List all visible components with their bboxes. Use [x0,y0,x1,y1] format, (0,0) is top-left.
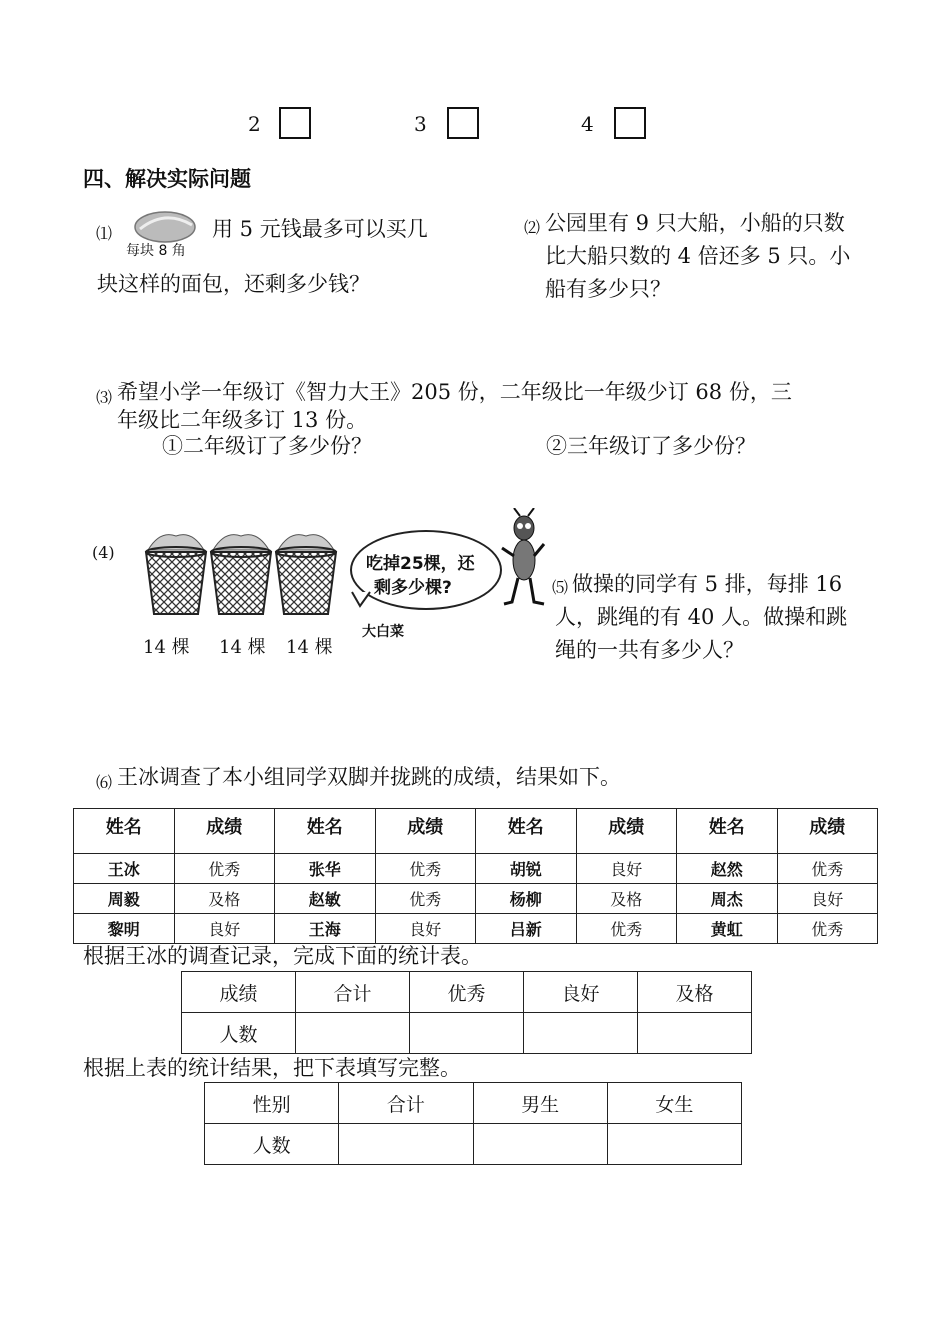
cabbage-baskets-icon [140,530,340,620]
box-label-3: 3 [414,112,427,136]
header-cell: 合计 [339,1083,473,1124]
blank-cell[interactable] [524,1013,638,1054]
student-name: 黄虹 [677,914,778,944]
student-grade: 及格 [576,884,677,914]
row-label: 人数 [182,1013,296,1054]
student-name: 周杰 [677,884,778,914]
grades-header-row [74,809,878,854]
student-name: 王冰 [74,854,175,884]
q5-line2: 人，跳绳的有 40 人。做操和跳 [555,605,848,629]
header-cell: 成绩 [777,809,878,854]
header-cell: 合计 [296,972,410,1013]
q3-number: ⑶ [96,388,113,407]
q2-line3: 船有多少只？ [545,277,671,301]
q5-line3: 绳的一共有多少人？ [555,638,744,662]
q5-number: ⑸ [552,578,569,597]
student-name: 胡锐 [476,854,577,884]
table-row [74,884,878,914]
answer-box-4[interactable] [614,107,646,139]
student-grade: 优秀 [777,914,878,944]
blank-cell[interactable] [638,1013,752,1054]
q3-line2: 年级比二年级多订 13 份。 [117,408,368,432]
q1-line2: 块这样的面包，还剩多少钱？ [97,272,370,296]
student-grade: 优秀 [375,854,476,884]
q2-line2: 比大船只数的 4 倍还多 5 只。小 [545,244,851,268]
q3-sub1: ①二年级订了多少份？ [162,434,372,458]
student-name: 杨柳 [476,884,577,914]
blank-cell[interactable] [607,1124,741,1165]
student-grade: 优秀 [576,914,677,944]
header-cell: 女生 [607,1083,741,1124]
blank-cell[interactable] [339,1124,473,1165]
student-name: 黎明 [74,914,175,944]
header-cell: 成绩 [576,809,677,854]
box-label-2: 2 [248,112,261,136]
table-row [74,914,878,944]
student-grade: 优秀 [777,854,878,884]
instruction-2: 根据上表的统计结果，把下表填写完整。 [83,1056,461,1080]
student-name: 周毅 [74,884,175,914]
table-row [205,1124,742,1165]
blank-cell[interactable] [473,1124,607,1165]
table-row [205,1083,742,1124]
grades-table [73,808,878,944]
student-name: 赵敏 [275,884,376,914]
instruction-1: 根据王冰的调查记录，完成下面的统计表。 [83,944,482,968]
q6-intro: 王冰调查了本小组同学双脚并拢跳的成绩，结果如下。 [117,765,621,789]
bubble-line2: 剩多少棵? [374,578,452,598]
student-grade: 良好 [576,854,677,884]
student-grade: 良好 [777,884,878,914]
header-cell: 成绩 [182,972,296,1013]
basket-count-1: 14 棵 [143,637,190,658]
q5-line1: 做操的同学有 5 排，每排 16 [572,572,843,596]
student-grade: 及格 [174,884,275,914]
bubble-line1: 吃掉25棵，还 [366,554,475,574]
header-cell: 性别 [205,1083,339,1124]
header-cell: 及格 [638,972,752,1013]
insect-character-icon [498,508,548,608]
bread-price-label: 每块 8 角 [126,243,186,259]
student-name: 张华 [275,854,376,884]
student-name: 赵然 [677,854,778,884]
blank-cell[interactable] [410,1013,524,1054]
student-grade: 良好 [174,914,275,944]
header-cell: 姓名 [476,809,577,854]
grade-summary-table [181,971,752,1054]
student-grade: 优秀 [375,884,476,914]
box-label-4: 4 [581,112,594,136]
answer-box-2[interactable] [279,107,311,139]
row-label: 人数 [205,1124,339,1165]
gender-summary-table [204,1082,742,1165]
q6-number: ⑹ [96,773,113,792]
student-name: 王海 [275,914,376,944]
table-row [182,1013,752,1054]
q1-number: ⑴ [96,224,113,243]
header-cell: 姓名 [275,809,376,854]
q3-line1: 希望小学一年级订《智力大王》205 份，二年级比一年级少订 68 份，三 [117,380,792,404]
blank-cell[interactable] [296,1013,410,1054]
table-row [74,854,878,884]
q3-sub2: ②三年级订了多少份？ [546,434,756,458]
header-cell: 姓名 [74,809,175,854]
section-title: 四、解决实际问题 [83,167,251,191]
student-grade: 良好 [375,914,476,944]
student-grade: 优秀 [174,854,275,884]
student-name: 吕新 [476,914,577,944]
answer-box-3[interactable] [447,107,479,139]
table-row [182,972,752,1013]
header-cell: 优秀 [410,972,524,1013]
header-cell: 姓名 [677,809,778,854]
header-cell: 成绩 [174,809,275,854]
cabbage-caption: 大白菜 [362,624,404,640]
q2-line1: 公园里有 9 只大船，小船的只数 [545,211,845,235]
basket-count-3: 14 棵 [286,637,333,658]
basket-count-2: 14 棵 [219,637,266,658]
q4-number: (4) [92,543,115,562]
header-cell: 良好 [524,972,638,1013]
q1-line1: 用 5 元钱最多可以买几 [212,217,428,241]
header-cell: 男生 [473,1083,607,1124]
header-cell: 成绩 [375,809,476,854]
bread-icon [130,205,200,245]
q2-number: ⑵ [524,218,541,237]
